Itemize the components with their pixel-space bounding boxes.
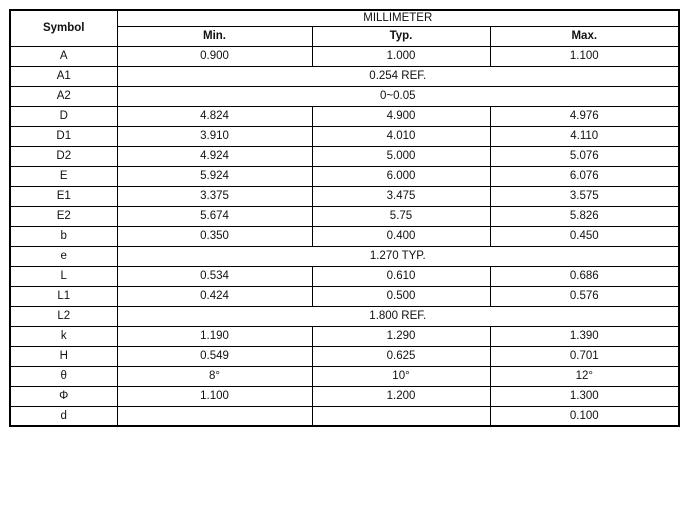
table-body [10, 46, 679, 426]
min-column-header: Min. [117, 26, 312, 46]
min-value-cell: 5.674 [117, 206, 312, 226]
max-value-cell: 0.450 [490, 226, 679, 246]
typ-value-cell: 10° [312, 366, 490, 386]
table-row [10, 226, 679, 246]
typ-value-cell: 0.610 [312, 266, 490, 286]
typ-value-cell: 0.625 [312, 346, 490, 366]
millimeter-header: MILLIMETER [117, 10, 679, 26]
min-value-cell: 0.350 [117, 226, 312, 246]
max-column-header: Max. [490, 26, 679, 46]
symbol-cell: H [10, 346, 117, 366]
symbol-cell: b [10, 226, 117, 246]
min-value-cell: 3.375 [117, 186, 312, 206]
table-row [10, 286, 679, 306]
symbol-cell: L [10, 266, 117, 286]
symbol-cell: A1 [10, 66, 117, 86]
min-value-cell: 0.534 [117, 266, 312, 286]
symbol-cell: e [10, 246, 117, 266]
max-value-cell: 1.390 [490, 326, 679, 346]
table-row [10, 46, 679, 66]
symbol-cell: L2 [10, 306, 117, 326]
table-row [10, 86, 679, 106]
min-value-cell: 1.100 [117, 386, 312, 406]
table-row [10, 206, 679, 226]
symbol-cell: d [10, 406, 117, 426]
typ-value-cell: 3.475 [312, 186, 490, 206]
min-value-cell: 4.924 [117, 146, 312, 166]
typ-value-cell: 4.900 [312, 106, 490, 126]
dimensions-table [9, 9, 680, 427]
max-value-cell: 12° [490, 366, 679, 386]
table-row [10, 386, 679, 406]
min-value-cell: 3.910 [117, 126, 312, 146]
typ-value-cell: 1.290 [312, 326, 490, 346]
table-row [10, 186, 679, 206]
max-value-cell: 1.300 [490, 386, 679, 406]
table-row [10, 126, 679, 146]
typ-value-cell [312, 406, 490, 426]
min-value-cell: 1.190 [117, 326, 312, 346]
min-value-cell: 5.924 [117, 166, 312, 186]
symbol-cell: k [10, 326, 117, 346]
symbol-cell: Φ [10, 386, 117, 406]
symbol-cell: D [10, 106, 117, 126]
max-value-cell: 0.576 [490, 286, 679, 306]
max-value-cell: 4.976 [490, 106, 679, 126]
symbol-cell: L1 [10, 286, 117, 306]
typ-value-cell: 6.000 [312, 166, 490, 186]
typ-value-cell: 0.500 [312, 286, 490, 306]
header-row-unit [10, 10, 679, 26]
typ-value-cell: 5.000 [312, 146, 490, 166]
symbol-cell: E [10, 166, 117, 186]
table-row [10, 106, 679, 126]
symbol-cell: A [10, 46, 117, 66]
min-value-cell: 0.900 [117, 46, 312, 66]
table-row [10, 246, 679, 266]
table-row [10, 366, 679, 386]
span-value-cell: 0~0.05 [117, 86, 679, 106]
symbol-column-header: Symbol [10, 10, 117, 46]
table-row [10, 266, 679, 286]
symbol-cell: D2 [10, 146, 117, 166]
max-value-cell: 5.826 [490, 206, 679, 226]
min-value-cell: 0.549 [117, 346, 312, 366]
max-value-cell: 0.701 [490, 346, 679, 366]
table-row [10, 406, 679, 426]
span-value-cell: 1.800 REF. [117, 306, 679, 326]
max-value-cell: 1.100 [490, 46, 679, 66]
typ-value-cell: 1.000 [312, 46, 490, 66]
typ-value-cell: 1.200 [312, 386, 490, 406]
symbol-cell: E1 [10, 186, 117, 206]
min-value-cell [117, 406, 312, 426]
max-value-cell: 3.575 [490, 186, 679, 206]
symbol-cell: A2 [10, 86, 117, 106]
typ-column-header: Typ. [312, 26, 490, 46]
min-value-cell: 4.824 [117, 106, 312, 126]
max-value-cell: 5.076 [490, 146, 679, 166]
max-value-cell: 0.686 [490, 266, 679, 286]
min-value-cell: 8° [117, 366, 312, 386]
typ-value-cell: 4.010 [312, 126, 490, 146]
min-value-cell: 0.424 [117, 286, 312, 306]
table-row [10, 146, 679, 166]
table-row [10, 66, 679, 86]
table-row [10, 166, 679, 186]
max-value-cell: 4.110 [490, 126, 679, 146]
max-value-cell: 6.076 [490, 166, 679, 186]
typ-value-cell: 5.75 [312, 206, 490, 226]
span-value-cell: 0.254 REF. [117, 66, 679, 86]
typ-value-cell: 0.400 [312, 226, 490, 246]
symbol-cell: E2 [10, 206, 117, 226]
table-row [10, 346, 679, 366]
symbol-cell: θ [10, 366, 117, 386]
table-row [10, 306, 679, 326]
symbol-cell: D1 [10, 126, 117, 146]
span-value-cell: 1.270 TYP. [117, 246, 679, 266]
max-value-cell: 0.100 [490, 406, 679, 426]
table-row [10, 326, 679, 346]
